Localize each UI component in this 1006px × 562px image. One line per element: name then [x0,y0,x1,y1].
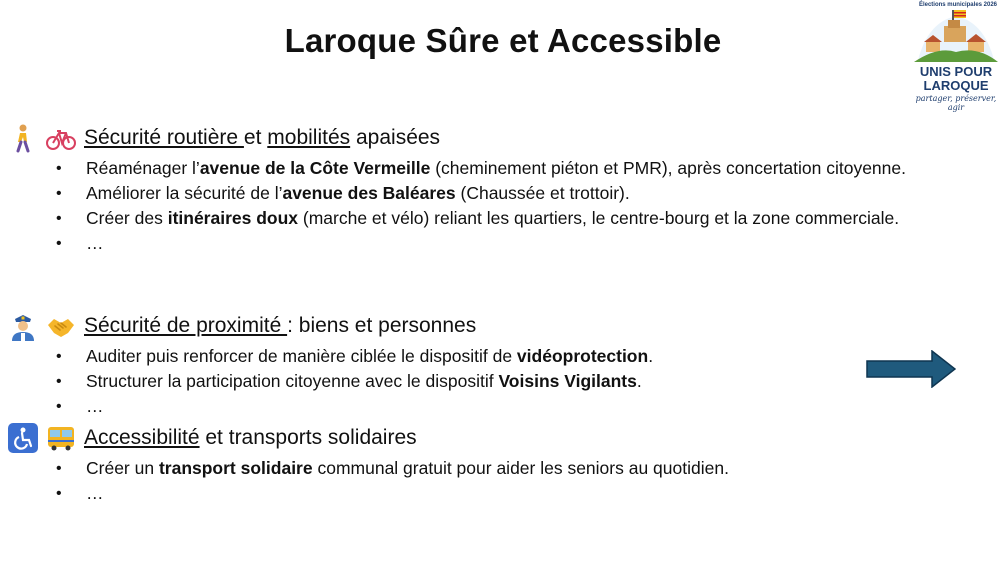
bullet-list [56,456,956,506]
list-item: • Auditer puis renforcer de manière ciblée le dispositif de vidéoprotection. [56,344,956,369]
village-illustration [908,2,1004,66]
list-item: • Créer des itinéraires doux (marche et vélo) reliant les quartiers, le centre-bourg et la zone commerciale. [56,206,956,231]
police-officer-icon [8,311,38,341]
list-item: • Améliorer la sécurité de l’avenue des Baléares (Chaussée et trottoir). [56,181,956,206]
logo-top-text: Élections municipales 2026 [918,2,998,8]
bus-icon [46,423,76,453]
list-item: • … [56,394,956,419]
list-item: • Réaménager l’avenue de la Côte Vermeille (cheminement piéton et PMR), après concertation citoyenne. [56,156,956,181]
wheelchair-icon [8,423,38,453]
list-item: • Structurer la participation citoyenne avec le dispositif Voisins Vigilants. [56,369,956,394]
campaign-logo [908,2,1004,112]
section-title: Sécurité de proximité : biens et personnes [84,314,477,337]
person-walking-icon [8,123,38,153]
list-item: • … [56,481,956,506]
bullet-list [56,156,956,256]
logo-slogan: partager, préserver, agir [915,94,997,112]
section-title: Sécurité routière et mobilités apaisées [84,126,441,149]
list-item: • … [56,231,956,256]
next-arrow-icon[interactable] [866,350,956,388]
slide-title: Laroque Sûre et Accessible [284,22,722,59]
bicycle-icon [46,123,76,153]
bullet-list [56,344,956,419]
section-title: Accessibilité et transports solidaires [84,426,417,449]
handshake-icon [46,311,76,341]
list-item: • Créer un transport solidaire communal gratuit pour aider les seniors au quotidien. [56,456,956,481]
logo-line1: UNIS POUR [919,64,993,79]
logo-line2: LAROQUE [923,78,989,93]
